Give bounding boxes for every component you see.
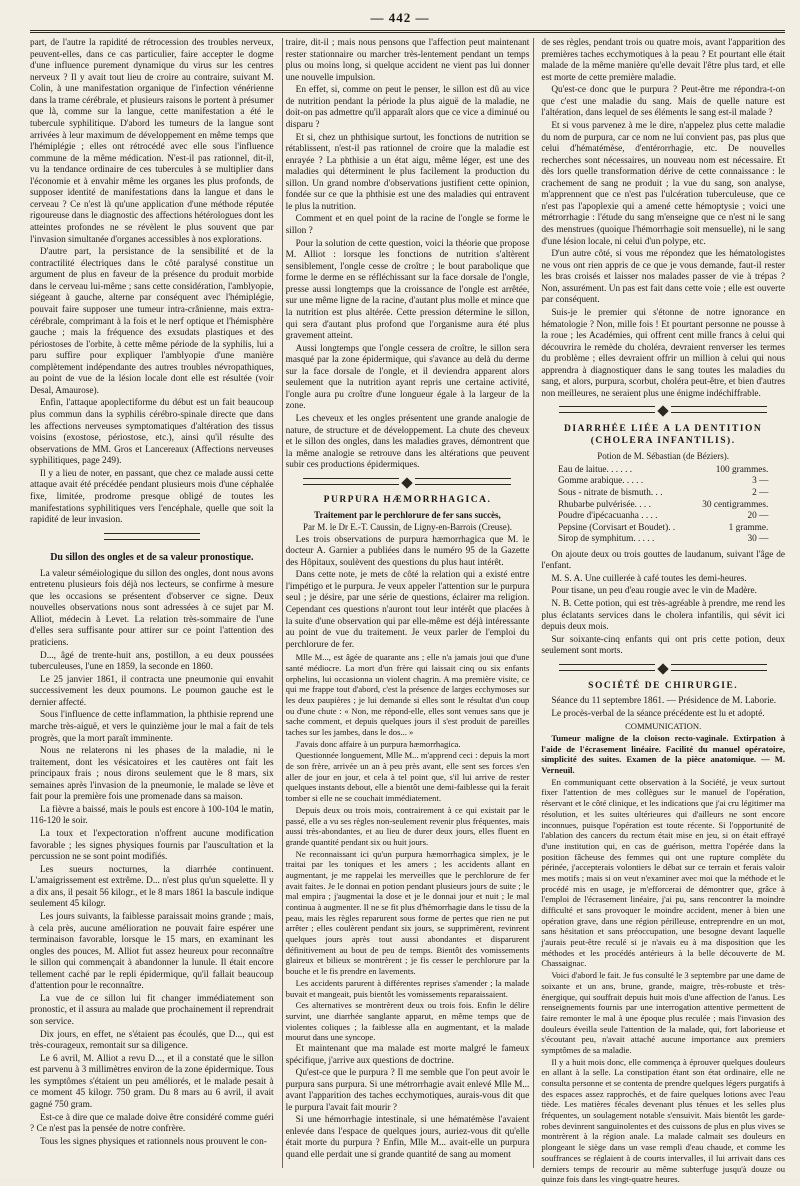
text-columns: [30, 38, 785, 1185]
paragraph: Enfin, l'attaque apoplectiforme du début est un fait beaucoup plus commun dans la syphilis cérébro-spinale directe que dans les affections nerveuses symptomatiques d'altération des tissus voisins (exostose, périostose, etc.), ainsi qu'il résulte des observations de MM. Gros et Lancereaux (Affections nerveuses syphilitiques, page 249).: [30, 398, 274, 467]
paragraph: Le procès-verbal de la séance précédente est lu et adopté.: [551, 708, 765, 719]
section-heading-diarrhee: DIARRHÉE LIÉE A LA DENTITION (CHOLERA INFANTILIS).: [564, 424, 763, 446]
paragraph: Est-ce à dire que ce malade doive être considéré comme guéri ? Ce n'est pas la pensée de notre confrère.: [30, 1112, 274, 1135]
paragraph: D'un autre côté, si vous me répondez que les hématologistes ne vous ont rien appris de ce que je vous demande, faut-il rester les bras croisés et laisser nos malades passer de vie à trépas ? Non, assurément. Un pas est fait dans cette voie ; elle est ouverte par conséquent.: [541, 249, 785, 306]
paragraph: Il y a lieu de noter, en passant, que chez ce malade aussi cette attaque avait été précédée pendant plusieurs mois d'une céphalée fixe, limitée, prodrome presque obligé de toutes les manifestations syphilitiques vers l'encéphale, quelle que soit la rapidité de leur invasion.: [30, 468, 274, 526]
paragraph: Pour tisane, un peu d'eau rougie avec le vin de Madère.: [551, 586, 757, 597]
paragraph: Ces alternatives se montrèrent deux ou trois fois. Enfin le délire survint, une diarrhée sanglante apparut, en même temps que de violentes coliques ; la faiblesse alla en augmentant, et la malade mourut dans une syncope.: [285, 1000, 530, 1043]
paragraph: Pour la solution de cette question, voici la théorie que propose M. Alliot : lorsque les fonctions de nutrition s'altèrent sensiblement, l'ongle cesse de croître ; le bout parabolique que forme le derme en se réfléchissant sur la face dorsale de l'ongle, presse aussi longtemps que la croissance de l'ongle est arrêtée, sur une même ligne de la racine, d'autant plus molle et mince que la nutrition est plus altérée. Cette pression détermine le sillon, qui sera d'autant plus profond que l'organisme aura été plus gravement atteint.: [285, 238, 530, 342]
paragraph: Sur soixante-cinq enfants qui ont pris cette potion, deux seulement sont morts.: [541, 634, 785, 657]
communication-title: Tumeur maligne de la cloison recto-vaginale. Extirpation à l'aide de l'écrasement linéaire. Facilité du manuel opératoire, simplicité des suites. Examen de la pièce anatomique. — M. Verneuil.: [541, 733, 785, 776]
ingredient: Sous - nitrate de bismuth. . .: [557, 487, 663, 498]
quantity: 30 —: [747, 534, 769, 545]
quantity: 100 grammes.: [715, 464, 769, 475]
paragraph: Ne reconnaissant ici qu'un purpura hæmorrhagica simplex, je le traitai par les toniques et les amers ; les accidents allant en augmentant, je me rappelai les merveilles que le perchlorure de fer avait faites. Je le donnai en potion pendant plusieurs jours de suite ; le mal empira ; j'augmentai la dose et je le donnai jour et nuit ; le mal continua à augmenter. Il ne se fit plus d'hémorrhagie dans le tissu de la peau, mais les règles reparurent sous forme de pertes que rien ne put arrêter ; elles coulèrent pendant six jours, se supprimèrent, revinrent quelques jours après tout aussi abondantes et disparurent définitivement au bout de peu de temps. Bientôt des vomissements glaireux et bilieux se montrèrent ; je fis cesser le perchlorure par la bouche et le fis prendre en lavements.: [285, 848, 530, 977]
header-rule: [30, 30, 785, 33]
paragraph: Il y a huit mois donc, elle commença à éprouver quelques douleurs en allant à la selle. La constipation étant son état ordinaire, elle ne consulta personne et se contenta de prendre quelques légers purgatifs à des espaces assez rapprochés, et de faire quelques lotions avec l'eau tiède. Les matières fécales devenant plus ténues et les selles plus fréquentes, un soulagement notable s'ensuivit. Mais bientôt les garde-robes devinrent sanguinolentes et des cuissons de plus en plus vives se montrèrent à la région anale. La malade calmait ses douleurs en plongeant le siège dans un vase rempli d'eau chaude, et comme les souffrances se réglaient à de courts intervalles, il lui arrivait dans ces derniers temps de recourir au même subterfuge jusqu'à douze ou quinze fois dans les vingt-quatre heures.: [541, 1056, 785, 1185]
paragraph: Dix jours, en effet, ne s'étaient pas écoulés, que D..., qui est très-courageux, remontait sur sa diligence.: [30, 1029, 274, 1052]
paragraph: J'avais donc affaire à un purpura hæmorrhagica.: [295, 738, 461, 749]
section-ornament: [30, 533, 274, 545]
paragraph: Sous l'influence de cette inflammation, la phthisie reprend une marche très-aiguë, et vers le quinzième jour le mal a fait de tels progrès, que la mort paraît imminente.: [30, 710, 274, 744]
recipe-row: [556, 465, 770, 477]
paragraph: En effet, si, comme on peut le penser, le sillon est dû au vice de nutrition pendant la période la plus aiguë de la maladie, ne doit-on pas admettre qu'il apparaît alors que ce vice a diminué ou disparu ?: [285, 85, 530, 130]
paragraph: part, de l'autre la rapidité de rétrocession des troubles nerveux, peuvent-elles, dans ce cas particulier, faire accepter le dogme d'une influence purement dynamique du virus sur les centres nerveux ? Il y avait tout lieu de croire au contraire, suivant M. Colin, à une manifestation organique de l'infection vénérienne dans la trame cérébrale, et plusieurs raisons le portent à présumer que là, comme sur la langue, cette manifestation a été le tubercule syphilitique. D'abord les tumeurs de la langue sont arrivées à leur maximum de développement en même temps que l'hémiplégie ; elles ont rétrocédé avec elle sous l'influence commune de la même médication. N'est-il pas rationnel, dit-il, vu la tendance ordinaire de ces tubercules à se multiplier dans l'économie et à envahir même les organes les plus profonds, de supposer identité de manifestations dans la langue et dans le cerveau ? Ce n'est là qu'une application d'une méthode réputée rigoureuse dans le diagnostic des affections hétérologues dont les atteintes profondes ne se révèlent le plus souvent que par l'invasion simultanée d'organes accessibles à nos explorations.: [30, 38, 274, 245]
recipe-row: [556, 511, 770, 523]
section-ornament: [541, 664, 785, 676]
section-heading-purpura: PURPURA HÆMORRHAGICA.: [323, 495, 492, 506]
ingredient: Gomme arabique. . . . .: [557, 476, 644, 487]
paragraph: Voici d'abord le fait. Je fus consulté le 3 septembre par une dame de soixante et un ans, brune, grande, maigre, très-robuste et très-énergique, qui souffrait depuis huit mois d'une affection de l'anus. Les renseignements fournis par une interrogation attentive permettent de faire remonter le mal à une époque plus reculée ; mais l'invasion des douleurs éveilla seule l'attention de la malade, qui, fort laborieuse et s'écoutant peu, n'avait attaché aucune importance aux premiers symptômes de sa maladie.: [541, 970, 785, 1055]
ingredient: Sirop de symphitum. . . . .: [557, 534, 655, 545]
paragraph: Et si vous parvenez à me le dire, n'appelez plus cette maladie du nom de purpura, car ce nom ne lui convient pas, pas plus que celui d'hématémèse, d'entérorrhagie, etc. De nouvelles recherches sont nécessaires, un nouveau nom est nécessaire. Et dès lors quelle transformation dérive de cette connaissance : le crachement de sang ne produit ; la vue du sang, son analyse, m'apprennent que ce n'est pas l'ulcération tuberculeuse, que ce n'est pas l'apoplexie qui a amené cette hémoptysie ; voici une métrorrhagie : l'étude du sang m'enseigne que ce n'est ni le sang des menstrues (quoique l'hémorrhagie soit mensuelle), ni le sang d'une lésion locale, ni celui d'un polype, etc.: [541, 120, 785, 247]
recipe-row: [556, 500, 770, 512]
quantity: 20 —: [747, 511, 769, 522]
paragraph: Les jours suivants, la faiblesse paraissait moins grande ; mais, à cela près, aucune amélioration ne pouvait faire espérer une terminaison favorable, lorsque le 15 mars, en examinant les ongles des pouces, M. Alliot fut assez heureux pour reconnaître le sillon qui commençait à abandonner la lunule. Il était encore tellement caché par le repli épidermique, qu'il fallait beaucoup d'attention pour le reconnaître.: [30, 911, 274, 992]
section-heading-societe: SOCIÉTÉ DE CHIRURGIE.: [588, 681, 739, 692]
paragraph: Qu'est-ce donc que le purpura ? Peut-être me répondra-t-on que c'est une maladie du sang. Mais de quelle nature est l'altération, dans lequel de ses éléments le sang est-il malade ?: [541, 85, 785, 119]
paragraph: En communiquant cette observation à la Société, je veux surtout fixer l'attention de mes collègues sur le manuel de l'opération, réservant et le côté clinique, et les indications que j'ai cru légitimer ma résolution, et les suites ultérieures qui d'ailleurs ne sont encore inconnues, puisque l'opération est toute récente. Si l'opportunité de l'ablation des cancers du rectum était mise en jeu, si on était effrayé d'une institution qui, en cas de guérison, mettra l'opérée dans la position fâcheuse des femmes qui ont une rupture complète du périnée, j'accepterais volontiers le débat sur ce terrain et ferais valoir mes motifs ; mais si on veut n'examiner avec moi que la méthode et le procédé mis en usage, je m'efforcerai de démontrer que, grâce à l'emploi de l'écrasement linéaire, j'ai pu, sans rencontrer la moindre difficulté et sans provoquer le moindre accident, mener à bien une opération grave, dans une région périlleuse, entreprendre en un mot, sans hésitation et sans préoccupation, une besogne devant laquelle j'aurais peut-être reculé si je n'avais eu à ma disposition que les méthodes et les procédés antérieurs à la belle découverte de M. Chassaignac.: [541, 776, 785, 969]
paragraph: Suis-je le premier qui s'étonne de notre ignorance en hématologie ? Non, mille fois ! Et pourtant personne ne pousse à la roue ; les Académies, qui offrent cent mille francs à celui qui découvrira le remède du choléra, devraient renverser les termes du problème ; elles devraient offrir un million à celui qui nous apprendra à diagnostiquer dans le sang toutes les maladies du sang, et alors, purpura, scorbut, choléra peut-être, et bien d'autres non meilleures, ne seraient plus une énigme indéchiffrable.: [541, 307, 785, 399]
recipe-row: [556, 488, 770, 500]
paragraph: La valeur séméiologique du sillon des ongles, dont nous avons entretenu plusieurs fois déjà nos lecteurs, se confirme à mesure que les occasions se présentent d'observer ce signe. Deux nouvelles observations nous sont adressées à ce sujet par M. Alliot, médecin à Levet. La relation très-sommaire de l'une d'elles sera suffisante pour attirer sur ce point l'attention des praticiens.: [30, 568, 274, 648]
section-ornament: [541, 406, 785, 418]
article-author: Par M. le Dr E.-T. Caussin, de Ligny-en-Barrois (Creuse).: [302, 522, 512, 533]
paragraph: Mlle M..., est âgée de quarante ans ; elle n'a jamais joui que d'une santé médiocre. La mort d'un frère qui laissait cinq ou six enfants orphelins, lui occasionna un violent chagrin. A ma première visite, ce qui me frappe tout d'abord, c'est la présence de larges ecchymoses sur les deux paupières ; je lui demande si elles sont le résultat d'un coup ou d'une chute : « Non, me répond-elle, elles sont venues sans que je sache comment, et depuis quelques jours il s'est produit de pareilles taches sur les jambes, dans le dos... »: [285, 652, 530, 738]
recipe-table: [556, 465, 770, 546]
paragraph: N. B. Cette potion, qui est très-agréable à prendre, me rend les plus éclatants services dans le cholera infantilis, qui sévit ici depuis deux mois.: [541, 599, 785, 633]
paragraph: Dans cette note, je mets de côté la relation qui a existé entre l'impétigo et le purpura. Je veux appeler l'attention sur le purpura seul ; je désire, par une série de questions, éclairer ma religion. Cependant ces questions n'auront tout leur intérêt que placées à la suite d'une observation qui par elle-même est déjà intéressante au point de vue du traitement. Je veux parler de l'emploi du perchlorure de fer.: [285, 570, 530, 650]
paragraph: Les sueurs nocturnes, la diarrhée continuent. L'amaigrissement est extrême. D... n'est plus qu'un squelette. Il y a dix ans, il pesait 56 kilogr., et le 8 mars 1861 la bascule indique seulement 45 kilogr.: [30, 864, 274, 910]
paragraph: M. S. A. Une cuillerée à café toutes les demi-heures.: [551, 573, 747, 584]
ingredient: Poudre d'ipécacuanha . . . .: [557, 511, 658, 522]
communication-label: COMMUNICATION.: [625, 721, 702, 732]
recipe-row: [556, 476, 770, 488]
section-ornament: [286, 478, 530, 490]
paragraph: Le 6 avril, M. Alliot a revu D..., et il a constaté que le sillon est parvenu à 3 millimètres environ de la zone épidermique. Tous les symptômes s'étaient un peu améliorés, et le malade pesait à ce moment 45 kilogr. 750 gram. Du 8 mars au 6 avril, il avait gagné 750 gram.: [30, 1053, 274, 1110]
ingredient: Eau de laitue. . . . . .: [557, 464, 633, 475]
paragraph: de ses règles, pendant trois ou quatre mois, avant l'apparition des premières taches ecchymotiques à la peau ? Et pourtant elle était malade de la même manière qu'elle devait l'être plus tard, et elle est morte de cette première maladie.: [541, 38, 785, 83]
paragraph: Les trois observations de purpura hæmorrhagica que M. le docteur A. Garnier a publiées dans le numéro 95 de la Gazette des Hôpitaux, soulèvent des questions du plus haut intérêt.: [285, 534, 530, 568]
page-number: — 442 —: [370, 10, 430, 25]
paragraph: Tous les signes physiques et rationnels nous prouvent le con-: [40, 1136, 267, 1147]
paragraph: D'autre part, la persistance de la sensibilité et de la contractilité électriques dans le côté paralysé constitue un argument de plus en faveur de la présence du produit morbide dans le cerveau lui-même ; sans cette considération, l'amblyopie, siégeant à gauche, alterne par conséquent avec l'hémiplégie, pouvait faire supposer une tumeur intra-crânienne, mais extra-cérébrale, comprimant à la fois et le nerf optique et l'hémisphère gauche ; mais la fréquence des exsudats plastiques et des périostoses de l'orbite, à cette même période de la syphilis, lui a paru suffire pour expliquer l'amblyopie d'une manière complètement indépendante des autres troubles névropathiques, au point de vue de la lésion locale dont elle est résultée (voir Desal, Amaurose).: [30, 247, 274, 396]
paragraph: Comment et en quel point de la racine de l'ongle se forme le sillon ?: [285, 214, 530, 236]
paragraph: La vue de ce sillon lui fit changer immédiatement son pronostic, et il assura au malade que prochainement il reprendrait son service.: [30, 993, 274, 1027]
ingredient: Rhubarbe pulvérisée. . . .: [557, 499, 651, 510]
quantity: 30 centigrammes.: [702, 499, 769, 510]
paragraph: Les cheveux et les ongles présentent une grande analogie de nature, de structure et de développement. La chute des cheveux et le sillon des ongles, dans les maladies graves, démontrent que la même analogie se retrouve dans les altérations que peuvent subir ces productions épidermiques.: [285, 414, 530, 471]
quantity: 2 —: [752, 487, 769, 498]
column-1: [30, 38, 274, 1186]
paragraph: Aussi longtemps que l'ongle cessera de croître, le sillon sera masqué par la zone épidermique, qui s'avance au delà du derme sur la face dorsale de l'ongle, et il deviendra apparent alors seulement que la nutrition ayant repris une certaine activité, l'ongle aura pu croître d'une longueur égale à la largeur de la zone.: [285, 343, 530, 412]
section-heading-sillon: Du sillon des ongles et de sa valeur pronostique.: [50, 552, 254, 564]
paragraph: Et maintenant que ma malade est morte malgré le fameux spécifique, j'arrive aux questions de doctrine.: [285, 1043, 530, 1066]
paragraph: Nous ne relaterons ni les phases de la maladie, ni le traitement, dont les vésicatoires et les cautères ont fait les principaux frais ; nous dirons seulement que le 8 mars, six semaines après l'invasion de la pneumonie, le malade se lève et fait pour la première fois une promenade dans sa maison.: [30, 746, 274, 803]
paragraph: On ajoute deux ou trois gouttes de laudanum, suivant l'âge de l'enfant.: [541, 549, 785, 572]
paragraph: Et si, chez un phthisique surtout, les fonctions de nutrition se rétablissent, n'est-il pas rationnel de croire que la maladie est enrayée ? La phthisie a un état aigu, même léger, est une des maladies qui déterminent le plus facilement la production du sillon. Un grand nombre d'observations justifient cette opinion, fondée sur ce que la phthisie est une des maladies qui entravent le plus la nutrition.: [285, 132, 530, 212]
paragraph: La fièvre a baissé, mais le pouls est encore à 100-104 le matin, 116-120 le soir.: [30, 804, 274, 827]
paragraph: Questionnée longuement, Mlle M... m'apprend ceci : depuis la mort de son frère, arrivée un an à peu près avant, elle sent ses forces s'en aller de jour en jour, et cela à tel point que, s'il lui arrive de rester quelques instants debout, elle a bientôt une demi-faiblesse qui la ferait tomber si elle ne se couchait immédiatement.: [285, 750, 530, 804]
quantity: 1 gramme.: [728, 522, 769, 533]
recipe-row: [556, 523, 770, 535]
paragraph: Si une hémorrhagie intestinale, si une hématémèse l'avaient enlevée dans l'espace de quelques jours, auriez-vous dit qu'elle était morte du purpura ? Enfin, Mlle M... avait-elle un purpura quand elle perdait une si grande quantité de sang au moment: [285, 1115, 530, 1161]
paragraph: Les accidents parurent à différentes reprises s'amender ; la malade buvait et mangeait, puis bientôt les vomissements reparaissaient.: [285, 977, 530, 999]
session-line: Séance du 11 septembre 1861. — Présidence de M. Laborie.: [551, 696, 777, 707]
paragraph: Depuis deux ou trois mois, contrairement à ce qui existait par le passé, elle a vu ses règles non-seulement revenir plus fréquentes, mais aussi très-abondantes, et au lieu de durer deux jours, elles fluent en grande quantité pendant six ou huit jours.: [285, 804, 530, 847]
recipe-row: [556, 534, 770, 546]
article-subtitle: Traitement par le perchlorure de fer sans succès,: [314, 510, 501, 521]
quantity: 3 —: [752, 476, 769, 487]
paragraph: Qu'est-ce que le purpura ? Il me semble que l'on peut avoir le purpura sans purpura. Si une métrorrhagie avait enlevé Mlle M... avant l'apparition des taches ecchymotiques, aurais-vous dit que le purpura l'avait fait mourir ?: [285, 1068, 530, 1113]
paragraph: Le 25 janvier 1861, il contracta une pneumonie qui envahit successivement les deux poumons. Le poumon gauche est le dernier affecté.: [30, 674, 274, 708]
column-2: [286, 38, 530, 1186]
paragraph: D..., âgé de trente-huit ans, postillon, a eu deux poussées tuberculeuses, l'une en 1859, la seconde en 1860.: [30, 650, 274, 673]
paragraph: La toux et l'expectoration n'offrent aucune modification favorable ; les signes physiques fournis par l'auscultation et la percussion ne se sont point modifiés.: [30, 829, 274, 863]
recipe-title: Potion de M. Sébastian (de Béziers).: [597, 450, 730, 461]
ingredient: Pepsine (Corvisart et Boudet). .: [557, 522, 676, 533]
column-3: [541, 38, 785, 1186]
paragraph: traire, dit-il ; mais nous pensons que l'affection peut maintenant rester stationnaire ou marcher très-lentement pendant un temps plus ou moins long, si quelque accident ne vient pas lui donner une nouvelle impulsion.: [285, 38, 530, 83]
